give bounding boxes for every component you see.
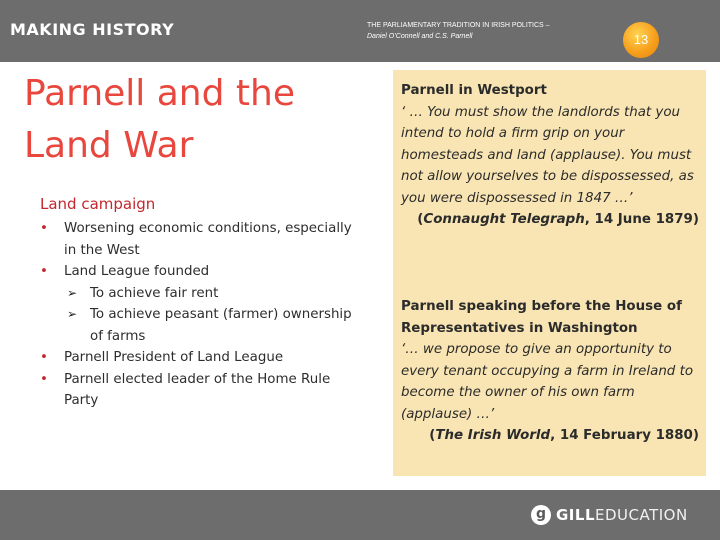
quote-heading: Parnell speaking before the House of Representatives in Washington [401,299,682,336]
sub-bullet-text: To achieve fair rent [90,285,219,301]
arrow-bullet-icon: ➢ [67,307,78,321]
bullet-marker: • [40,371,48,387]
page-number-badge: 13 [623,22,659,58]
quote-washington [401,296,699,447]
citation-open: ( [429,428,436,443]
gill-logo-icon: g [531,505,551,525]
bullet-marker: • [40,221,48,236]
brand-bold: GILL [556,506,596,524]
bullet-item [40,261,365,283]
sub-bullet-text: To achieve peasant (farmer) ownership of farms [90,307,352,344]
bullet-text: Worsening economic conditions, especially in the West [64,221,352,258]
bullet-item [40,347,365,369]
citation-open: ( [417,212,424,227]
bullet-list [40,218,365,412]
citation-rest: , 14 February 1880) [550,428,699,443]
bullet-item [40,369,365,412]
citation-source: Connaught Telegraph [423,212,585,227]
slide-title-line-2: Land War [24,125,194,166]
bullet-text: Land League founded [64,264,210,279]
course-title-block [367,20,550,42]
quote-citation [401,209,699,231]
bullet-marker: • [40,264,48,279]
making-history-logo: MAKING HISTORY [10,20,175,39]
bullet-text: Parnell elected leader of the Home Rule Party [64,371,331,408]
course-title: THE PARLIAMENTARY TRADITION IN IRISH POLITICS – [367,22,550,29]
campaign-heading: Land campaign [40,195,156,213]
quote-heading: Parnell in Westport [401,83,547,98]
quote-body: ‘… we propose to give an opportunity to every tenant occupying a farm in Ireland to become the owner of his own farm (applause) …’ [401,342,694,422]
slide-title [24,68,344,172]
sub-bullet-item [40,283,365,305]
arrow-bullet-icon: ➢ [67,285,78,300]
sub-bullet-item [40,304,365,347]
citation-rest: , 14 June 1879) [584,212,699,227]
citation-source: The Irish World [435,428,551,443]
brand-light: EDUCATION [595,506,688,524]
bullet-text: Parnell President of Land League [64,350,284,365]
bullet-marker: • [40,350,48,365]
course-authors: Daniel O’Connell and C.S. Parnell [367,33,473,40]
quote-westport [401,80,699,231]
bullet-item [40,218,365,261]
slide-title-line-1: Parnell and the [24,73,295,114]
quote-body: ‘ … You must show the landlords that you intend to hold a firm grip on your homesteads and land (applause). You must not allow yourselves to be dispossessed, as you were dispossessed in 1847 …’ [401,104,694,206]
gill-education-logo [556,506,688,524]
top-banner [0,0,720,62]
quote-citation [401,425,699,447]
